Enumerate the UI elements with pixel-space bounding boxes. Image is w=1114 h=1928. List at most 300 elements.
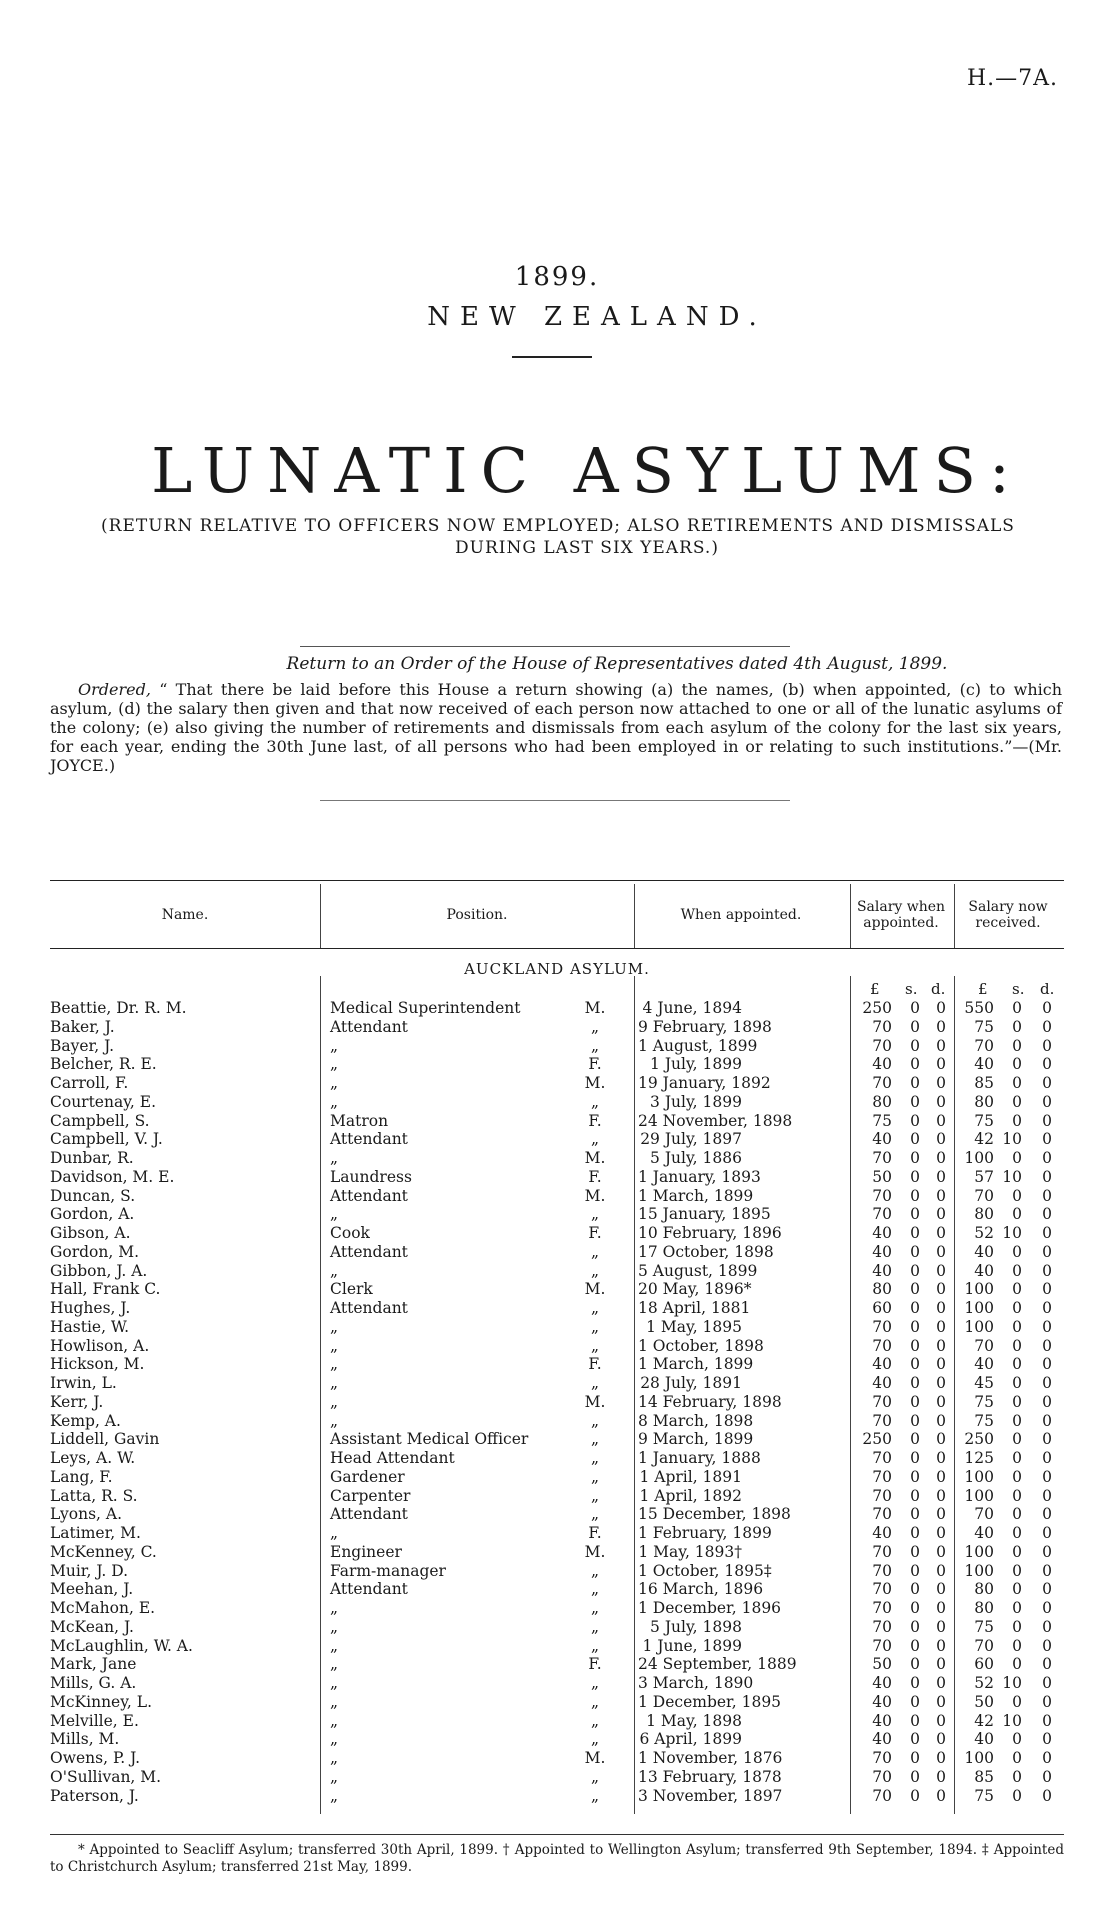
table-row <box>50 1712 1064 1731</box>
cell-salary-now-pounds: 52 <box>974 1224 994 1242</box>
table-row <box>50 1337 1064 1356</box>
cell-salary-now-pence: 0 <box>1042 1580 1052 1599</box>
cell-salary-now-pence: 0 <box>1042 1224 1052 1242</box>
cell-salary-now-pounds: 125 <box>964 1449 994 1467</box>
ordered-word: Ordered, <box>78 680 151 699</box>
cell-sex: „ <box>590 1242 600 1261</box>
cell-name: Gibbon, J. A. <box>50 1261 148 1280</box>
table-row <box>50 1168 1064 1187</box>
cell-salary-now-pence: 0 <box>1042 999 1052 1017</box>
cell-salary-now-shillings: 0 <box>1012 1261 1022 1280</box>
order-text: “ That there be laid before this House a return showing (a) the names, (b) when appointed, (c) to which asylum, (d) the salary then given and that now received of each person now attached to one or all of the lunatic asylums of the colony; (e) also giving the number of retirements and dismissals from each asylum of the colony for the last six years, for each year, ending the 30th June last, of all persons who had been employed in or relating to such institutions.”—(Mr. JOYCE.) <box>50 680 1063 775</box>
cell-position: Attendant <box>330 1505 408 1524</box>
cell-salary-when-pence: 0 <box>936 1749 946 1767</box>
table-row <box>50 1693 1064 1712</box>
cell-salary-when-pence: 0 <box>936 1036 946 1055</box>
cell-salary-when-pounds: 70 <box>872 1636 892 1655</box>
cell-salary-when-pence: 0 <box>936 1336 946 1355</box>
cell-when-appointed: 1 October, 1898 <box>638 1336 764 1355</box>
cell-salary-now-pounds: 80 <box>974 1580 994 1599</box>
cell-salary-when-pounds: 40 <box>872 1242 892 1261</box>
cell-name: Hall, Frank C. <box>50 1280 161 1299</box>
cell-position: „ <box>330 1149 339 1167</box>
cell-salary-when-pounds: 70 <box>872 1411 892 1430</box>
table-row <box>50 1149 1064 1168</box>
cell-salary-when-pence: 0 <box>936 1167 946 1186</box>
title-divider <box>512 356 592 358</box>
table-header-rule <box>50 948 1064 949</box>
cell-sex: „ <box>590 1036 600 1055</box>
cell-name: Beattie, Dr. R. M. <box>50 999 187 1017</box>
cell-salary-now-pence: 0 <box>1042 1374 1052 1392</box>
cell-name: Gordon, A. <box>50 1205 135 1224</box>
cell-salary-when-pence: 0 <box>936 1186 946 1205</box>
cell-salary-now-pounds: 70 <box>974 1505 994 1524</box>
cell-salary-when-shillings: 0 <box>910 1205 920 1224</box>
table-row <box>50 1674 1064 1693</box>
header-divider <box>634 884 635 948</box>
cell-sex: „ <box>590 1205 600 1224</box>
cell-salary-when-shillings: 0 <box>910 1692 920 1711</box>
cell-salary-when-pence: 0 <box>936 1730 946 1749</box>
cell-salary-when-pence: 0 <box>936 1261 946 1280</box>
cell-salary-when-pounds: 70 <box>872 1074 892 1092</box>
document-country: NEW ZEALAND. <box>427 302 767 332</box>
cell-salary-now-pounds: 80 <box>974 1599 994 1617</box>
cell-salary-now-pence: 0 <box>1042 1317 1052 1336</box>
cell-when-appointed: 16 March, 1896 <box>638 1580 764 1599</box>
cell-sex: „ <box>590 1467 600 1486</box>
cell-sex: „ <box>590 1580 600 1599</box>
cell-sex: „ <box>590 1017 600 1036</box>
cell-salary-now-pounds: 40 <box>974 1730 994 1749</box>
cell-salary-when-shillings: 0 <box>910 1242 920 1261</box>
cell-salary-when-shillings: 0 <box>910 1299 920 1317</box>
cell-salary-when-pounds: 70 <box>872 1392 892 1411</box>
cell-salary-now-pence: 0 <box>1042 1355 1052 1374</box>
cell-salary-when-pounds: 70 <box>872 1505 892 1524</box>
cell-sex: M. <box>584 1186 606 1205</box>
cell-salary-now-pence: 0 <box>1042 1092 1052 1111</box>
cell-position: Farm-manager <box>330 1561 446 1580</box>
cell-salary-when-pounds: 70 <box>872 1767 892 1786</box>
table-row <box>50 1449 1064 1468</box>
cell-salary-now-pounds: 100 <box>964 1317 994 1336</box>
cell-salary-now-pounds: 60 <box>974 1655 994 1674</box>
cell-salary-when-pounds: 80 <box>872 1092 892 1111</box>
cell-salary-now-pounds: 80 <box>974 1205 994 1224</box>
cell-salary-now-shillings: 0 <box>1012 1280 1022 1299</box>
cell-position: „ <box>330 1336 339 1355</box>
table-row <box>50 1224 1064 1243</box>
table-row <box>50 1262 1064 1281</box>
cell-salary-when-shillings: 0 <box>910 1186 920 1205</box>
cell-when-appointed: 1 March, 1899 <box>638 1355 754 1374</box>
cell-when-appointed: 9 March, 1899 <box>638 1430 754 1449</box>
cell-sex: „ <box>590 1449 600 1467</box>
cell-position: Gardener <box>330 1467 405 1486</box>
table-row <box>50 1562 1064 1581</box>
cell-name: Melville, E. <box>50 1711 139 1730</box>
footnote-divider <box>50 1834 1064 1835</box>
cell-salary-when-pounds: 40 <box>872 1692 892 1711</box>
cell-position: Attendant <box>330 1186 408 1205</box>
cell-salary-now-pence: 0 <box>1042 1017 1052 1036</box>
cell-salary-now-pence: 0 <box>1042 1655 1052 1674</box>
table-row <box>50 1355 1064 1374</box>
order-paragraph <box>50 680 1062 775</box>
cell-salary-now-shillings: 0 <box>1012 1692 1022 1711</box>
cell-sex: „ <box>590 1261 600 1280</box>
cell-salary-when-pounds: 70 <box>872 1467 892 1486</box>
cell-when-appointed: 18 April, 1881 <box>638 1299 751 1317</box>
cell-sex: „ <box>590 1767 600 1786</box>
cell-name: McMahon, E. <box>50 1599 156 1617</box>
cell-when-appointed: 5 August, 1899 <box>638 1261 758 1280</box>
cell-salary-when-pence: 0 <box>936 1074 946 1092</box>
cell-salary-now-shillings: 10 <box>1002 1711 1022 1730</box>
cell-salary-now-shillings: 0 <box>1012 1786 1022 1805</box>
cell-salary-when-shillings: 0 <box>910 1092 920 1111</box>
cell-salary-now-shillings: 10 <box>1002 1674 1022 1692</box>
cell-salary-now-pence: 0 <box>1042 1299 1052 1317</box>
unit-pence: d. <box>931 980 946 998</box>
cell-salary-now-shillings: 0 <box>1012 1467 1022 1486</box>
cell-salary-now-pence: 0 <box>1042 1599 1052 1617</box>
cell-salary-when-pounds: 70 <box>872 1599 892 1617</box>
table-row <box>50 1374 1064 1393</box>
cell-salary-when-pence: 0 <box>936 1017 946 1036</box>
cell-position: „ <box>330 1711 339 1730</box>
cell-when-appointed: 24 September, 1889 <box>638 1655 797 1674</box>
cell-sex: „ <box>590 1617 600 1636</box>
cell-position: „ <box>330 1205 339 1224</box>
cell-salary-when-pence: 0 <box>936 1505 946 1524</box>
cell-when-appointed: 1 February, 1899 <box>638 1524 772 1542</box>
cell-name: Belcher, R. E. <box>50 1055 157 1074</box>
cell-salary-now-shillings: 0 <box>1012 1655 1022 1674</box>
cell-position: Engineer <box>330 1542 402 1561</box>
cell-salary-now-pounds: 40 <box>974 1261 994 1280</box>
cell-sex: „ <box>590 1092 600 1111</box>
cell-position: „ <box>330 1767 339 1786</box>
cell-when-appointed: 1 June, 1899 <box>642 1636 742 1655</box>
cell-salary-when-pounds: 40 <box>872 1711 892 1730</box>
cell-salary-now-shillings: 0 <box>1012 1092 1022 1111</box>
cell-position: Attendant <box>330 1242 408 1261</box>
cell-sex: M. <box>584 1749 606 1767</box>
cell-name: Gibson, A. <box>50 1224 131 1242</box>
cell-salary-when-shillings: 0 <box>910 1449 920 1467</box>
cell-salary-now-shillings: 0 <box>1012 1730 1022 1749</box>
cell-salary-when-pence: 0 <box>936 1242 946 1261</box>
cell-when-appointed: 3 March, 1890 <box>638 1674 754 1692</box>
cell-salary-when-pence: 0 <box>936 1149 946 1167</box>
cell-sex: „ <box>590 1786 600 1805</box>
cell-salary-now-pence: 0 <box>1042 1430 1052 1449</box>
cell-sex: „ <box>590 1730 600 1749</box>
cell-salary-now-shillings: 0 <box>1012 1036 1022 1055</box>
cell-position: Laundress <box>330 1167 412 1186</box>
cell-position: Cook <box>330 1224 370 1242</box>
cell-salary-now-pence: 0 <box>1042 1130 1052 1149</box>
cell-salary-when-shillings: 0 <box>910 1486 920 1505</box>
order-divider-bottom <box>320 800 790 801</box>
cell-sex: F. <box>588 1111 602 1130</box>
cell-salary-now-pounds: 550 <box>964 999 994 1017</box>
table-row <box>50 1299 1064 1318</box>
cell-sex: „ <box>590 1130 600 1149</box>
cell-salary-now-shillings: 0 <box>1012 1767 1022 1786</box>
cell-salary-now-pounds: 100 <box>964 1542 994 1561</box>
cell-salary-when-shillings: 0 <box>910 1599 920 1617</box>
cell-salary-now-pence: 0 <box>1042 1542 1052 1561</box>
cell-sex: „ <box>590 1299 600 1317</box>
header-divider <box>850 884 851 948</box>
cell-salary-now-pence: 0 <box>1042 1036 1052 1055</box>
cell-position: „ <box>330 1730 339 1749</box>
cell-salary-when-pounds: 80 <box>872 1280 892 1299</box>
cell-salary-now-pounds: 100 <box>964 1149 994 1167</box>
cell-salary-when-pounds: 40 <box>872 1261 892 1280</box>
cell-salary-when-pounds: 75 <box>872 1111 892 1130</box>
cell-salary-when-pence: 0 <box>936 1111 946 1130</box>
cell-salary-when-pence: 0 <box>936 1280 946 1299</box>
cell-salary-now-shillings: 0 <box>1012 1617 1022 1636</box>
cell-salary-when-shillings: 0 <box>910 1111 920 1130</box>
cell-position: „ <box>330 1786 339 1805</box>
cell-when-appointed: 17 October, 1898 <box>638 1242 774 1261</box>
cell-salary-now-pence: 0 <box>1042 1111 1052 1130</box>
cell-when-appointed: 1 May, 1895 <box>646 1317 742 1336</box>
cell-position: „ <box>330 1355 339 1374</box>
table-row <box>50 1243 1064 1262</box>
cell-salary-when-shillings: 0 <box>910 1411 920 1430</box>
document-subtitle-line1: (RETURN RELATIVE TO OFFICERS NOW EMPLOYED; ALSO RETIREMENTS AND DISMISSALS <box>101 516 1015 536</box>
cell-salary-when-pounds: 70 <box>872 1561 892 1580</box>
table-row <box>50 999 1064 1018</box>
cell-salary-when-pence: 0 <box>936 1655 946 1674</box>
cell-salary-now-shillings: 10 <box>1002 1224 1022 1242</box>
table-top-rule <box>50 880 1064 881</box>
cell-when-appointed: 4 June, 1894 <box>642 999 742 1017</box>
header-divider <box>320 884 321 948</box>
cell-salary-when-pence: 0 <box>936 1542 946 1561</box>
cell-salary-now-pence: 0 <box>1042 1074 1052 1092</box>
cell-salary-now-shillings: 0 <box>1012 1392 1022 1411</box>
table-row <box>50 1543 1064 1562</box>
cell-salary-now-pounds: 75 <box>974 1617 994 1636</box>
cell-name: Bayer, J. <box>50 1036 115 1055</box>
cell-salary-when-pounds: 40 <box>872 1130 892 1149</box>
cell-sex: F. <box>588 1055 602 1074</box>
cell-sex: „ <box>590 1692 600 1711</box>
cell-salary-now-pounds: 100 <box>964 1299 994 1317</box>
cell-position: Carpenter <box>330 1486 411 1505</box>
cell-name: Davidson, M. E. <box>50 1167 175 1186</box>
cell-salary-now-pounds: 80 <box>974 1092 994 1111</box>
cell-name: Muir, J. D. <box>50 1561 129 1580</box>
cell-salary-now-pence: 0 <box>1042 1205 1052 1224</box>
cell-name: Lang, F. <box>50 1467 113 1486</box>
table-row <box>50 1524 1064 1543</box>
cell-salary-when-shillings: 0 <box>910 1017 920 1036</box>
cell-salary-now-pounds: 45 <box>974 1374 994 1392</box>
table-row <box>50 1130 1064 1149</box>
cell-salary-when-pence: 0 <box>936 1355 946 1374</box>
cell-salary-when-shillings: 0 <box>910 1711 920 1730</box>
cell-salary-now-pounds: 40 <box>974 1524 994 1542</box>
cell-salary-when-pence: 0 <box>936 1299 946 1317</box>
cell-name: Hickson, M. <box>50 1355 145 1374</box>
return-order-line: Return to an Order of the House of Representatives dated 4th August, 1899. <box>286 654 948 674</box>
cell-salary-when-pence: 0 <box>936 1411 946 1430</box>
table-row <box>50 1430 1064 1449</box>
cell-salary-when-shillings: 0 <box>910 1730 920 1749</box>
cell-sex: F. <box>588 1655 602 1674</box>
cell-sex: „ <box>590 1374 600 1392</box>
cell-salary-when-pounds: 40 <box>872 1055 892 1074</box>
cell-position: „ <box>330 1636 339 1655</box>
column-header-salary-when: Salary when appointed. <box>856 899 946 931</box>
cell-salary-now-shillings: 0 <box>1012 1486 1022 1505</box>
cell-when-appointed: 6 April, 1899 <box>639 1730 742 1749</box>
cell-position: Matron <box>330 1111 389 1130</box>
cell-salary-now-shillings: 10 <box>1002 1167 1022 1186</box>
cell-name: Duncan, S. <box>50 1186 136 1205</box>
cell-when-appointed: 10 February, 1896 <box>638 1224 782 1242</box>
cell-sex: M. <box>584 1280 606 1299</box>
cell-when-appointed: 8 March, 1898 <box>638 1411 754 1430</box>
cell-salary-now-pounds: 100 <box>964 1467 994 1486</box>
table-row <box>50 1112 1064 1131</box>
cell-sex: F. <box>588 1355 602 1374</box>
cell-salary-when-pence: 0 <box>936 1430 946 1449</box>
cell-salary-when-pence: 0 <box>936 1130 946 1149</box>
cell-salary-when-pence: 0 <box>936 1524 946 1542</box>
cell-salary-when-pounds: 250 <box>862 1430 892 1449</box>
cell-when-appointed: 13 February, 1878 <box>638 1767 782 1786</box>
table-row <box>50 1187 1064 1206</box>
cell-sex: „ <box>590 1411 600 1430</box>
cell-salary-now-shillings: 0 <box>1012 1749 1022 1767</box>
cell-salary-now-pence: 0 <box>1042 1561 1052 1580</box>
cell-salary-now-shillings: 0 <box>1012 1299 1022 1317</box>
cell-salary-now-pence: 0 <box>1042 1524 1052 1542</box>
cell-salary-now-shillings: 0 <box>1012 1336 1022 1355</box>
cell-name: Latimer, M. <box>50 1524 141 1542</box>
cell-sex: „ <box>590 1505 600 1524</box>
cell-salary-when-pounds: 70 <box>872 1317 892 1336</box>
cell-name: Hastie, W. <box>50 1317 130 1336</box>
cell-when-appointed: 29 July, 1897 <box>640 1130 742 1149</box>
cell-salary-when-shillings: 0 <box>910 1580 920 1599</box>
cell-sex: F. <box>588 1524 602 1542</box>
unit-pounds: £ <box>870 980 880 998</box>
cell-salary-when-shillings: 0 <box>910 1224 920 1242</box>
cell-sex: „ <box>590 1486 600 1505</box>
cell-when-appointed: 3 July, 1899 <box>650 1092 742 1111</box>
cell-salary-now-pounds: 75 <box>974 1786 994 1805</box>
cell-salary-when-shillings: 0 <box>910 1149 920 1167</box>
cell-sex: M. <box>584 1392 606 1411</box>
cell-salary-now-pence: 0 <box>1042 1505 1052 1524</box>
cell-salary-now-shillings: 0 <box>1012 1524 1022 1542</box>
cell-salary-when-shillings: 0 <box>910 1655 920 1674</box>
cell-salary-when-shillings: 0 <box>910 1317 920 1336</box>
table-row <box>50 1580 1064 1599</box>
cell-salary-when-pounds: 40 <box>872 1730 892 1749</box>
cell-position: Attendant <box>330 1580 408 1599</box>
cell-salary-when-pounds: 40 <box>872 1524 892 1542</box>
table-row <box>50 1487 1064 1506</box>
cell-when-appointed: 1 January, 1893 <box>638 1167 761 1186</box>
cell-name: Leys, A. W. <box>50 1449 136 1467</box>
cell-salary-now-shillings: 0 <box>1012 1449 1022 1467</box>
cell-salary-now-pounds: 70 <box>974 1036 994 1055</box>
column-header-salary-now: Salary now received. <box>968 899 1048 931</box>
cell-name: Hughes, J. <box>50 1299 131 1317</box>
cell-salary-when-pounds: 40 <box>872 1674 892 1692</box>
cell-salary-now-pounds: 250 <box>964 1430 994 1449</box>
cell-salary-when-pounds: 40 <box>872 1355 892 1374</box>
cell-salary-now-pence: 0 <box>1042 1149 1052 1167</box>
table-row <box>50 1412 1064 1431</box>
cell-salary-when-shillings: 0 <box>910 1467 920 1486</box>
cell-name: Mills, G. A. <box>50 1674 137 1692</box>
cell-salary-now-pence: 0 <box>1042 1261 1052 1280</box>
cell-salary-now-pence: 0 <box>1042 1055 1052 1074</box>
column-header-when-appointed: When appointed. <box>680 907 802 923</box>
cell-salary-when-pounds: 70 <box>872 1036 892 1055</box>
cell-salary-when-pence: 0 <box>936 1786 946 1805</box>
cell-salary-now-shillings: 0 <box>1012 1355 1022 1374</box>
cell-position: „ <box>330 1317 339 1336</box>
cell-salary-now-pence: 0 <box>1042 1711 1052 1730</box>
cell-salary-now-pence: 0 <box>1042 1449 1052 1467</box>
cell-salary-now-shillings: 0 <box>1012 1636 1022 1655</box>
cell-sex: F. <box>588 1224 602 1242</box>
cell-position: „ <box>330 1411 339 1430</box>
cell-when-appointed: 1 May, 1893† <box>638 1542 742 1561</box>
cell-position: „ <box>330 1074 339 1092</box>
cell-sex: „ <box>590 1711 600 1730</box>
cell-salary-now-pence: 0 <box>1042 1674 1052 1692</box>
document-reference: H.—7A. <box>966 66 1058 91</box>
table-row <box>50 1768 1064 1787</box>
cell-salary-now-pounds: 75 <box>974 1111 994 1130</box>
cell-sex: „ <box>590 1561 600 1580</box>
cell-salary-now-pence: 0 <box>1042 1749 1052 1767</box>
cell-name: McKean, J. <box>50 1617 134 1636</box>
cell-when-appointed: 1 May, 1898 <box>646 1711 742 1730</box>
cell-salary-now-shillings: 10 <box>1002 1130 1022 1149</box>
cell-salary-now-pounds: 40 <box>974 1242 994 1261</box>
cell-salary-now-pence: 0 <box>1042 1280 1052 1299</box>
cell-salary-when-shillings: 0 <box>910 1542 920 1561</box>
cell-name: Kemp, A. <box>50 1411 121 1430</box>
cell-salary-when-shillings: 0 <box>910 1674 920 1692</box>
cell-salary-when-shillings: 0 <box>910 1392 920 1411</box>
cell-when-appointed: 1 January, 1888 <box>638 1449 761 1467</box>
cell-salary-when-pounds: 70 <box>872 1617 892 1636</box>
cell-when-appointed: 1 November, 1876 <box>638 1749 783 1767</box>
cell-salary-now-pence: 0 <box>1042 1411 1052 1430</box>
cell-name: Liddell, Gavin <box>50 1430 160 1449</box>
table-row <box>50 1280 1064 1299</box>
cell-name: Baker, J. <box>50 1017 115 1036</box>
document-subtitle-line2: DURING LAST SIX YEARS.) <box>455 538 719 558</box>
